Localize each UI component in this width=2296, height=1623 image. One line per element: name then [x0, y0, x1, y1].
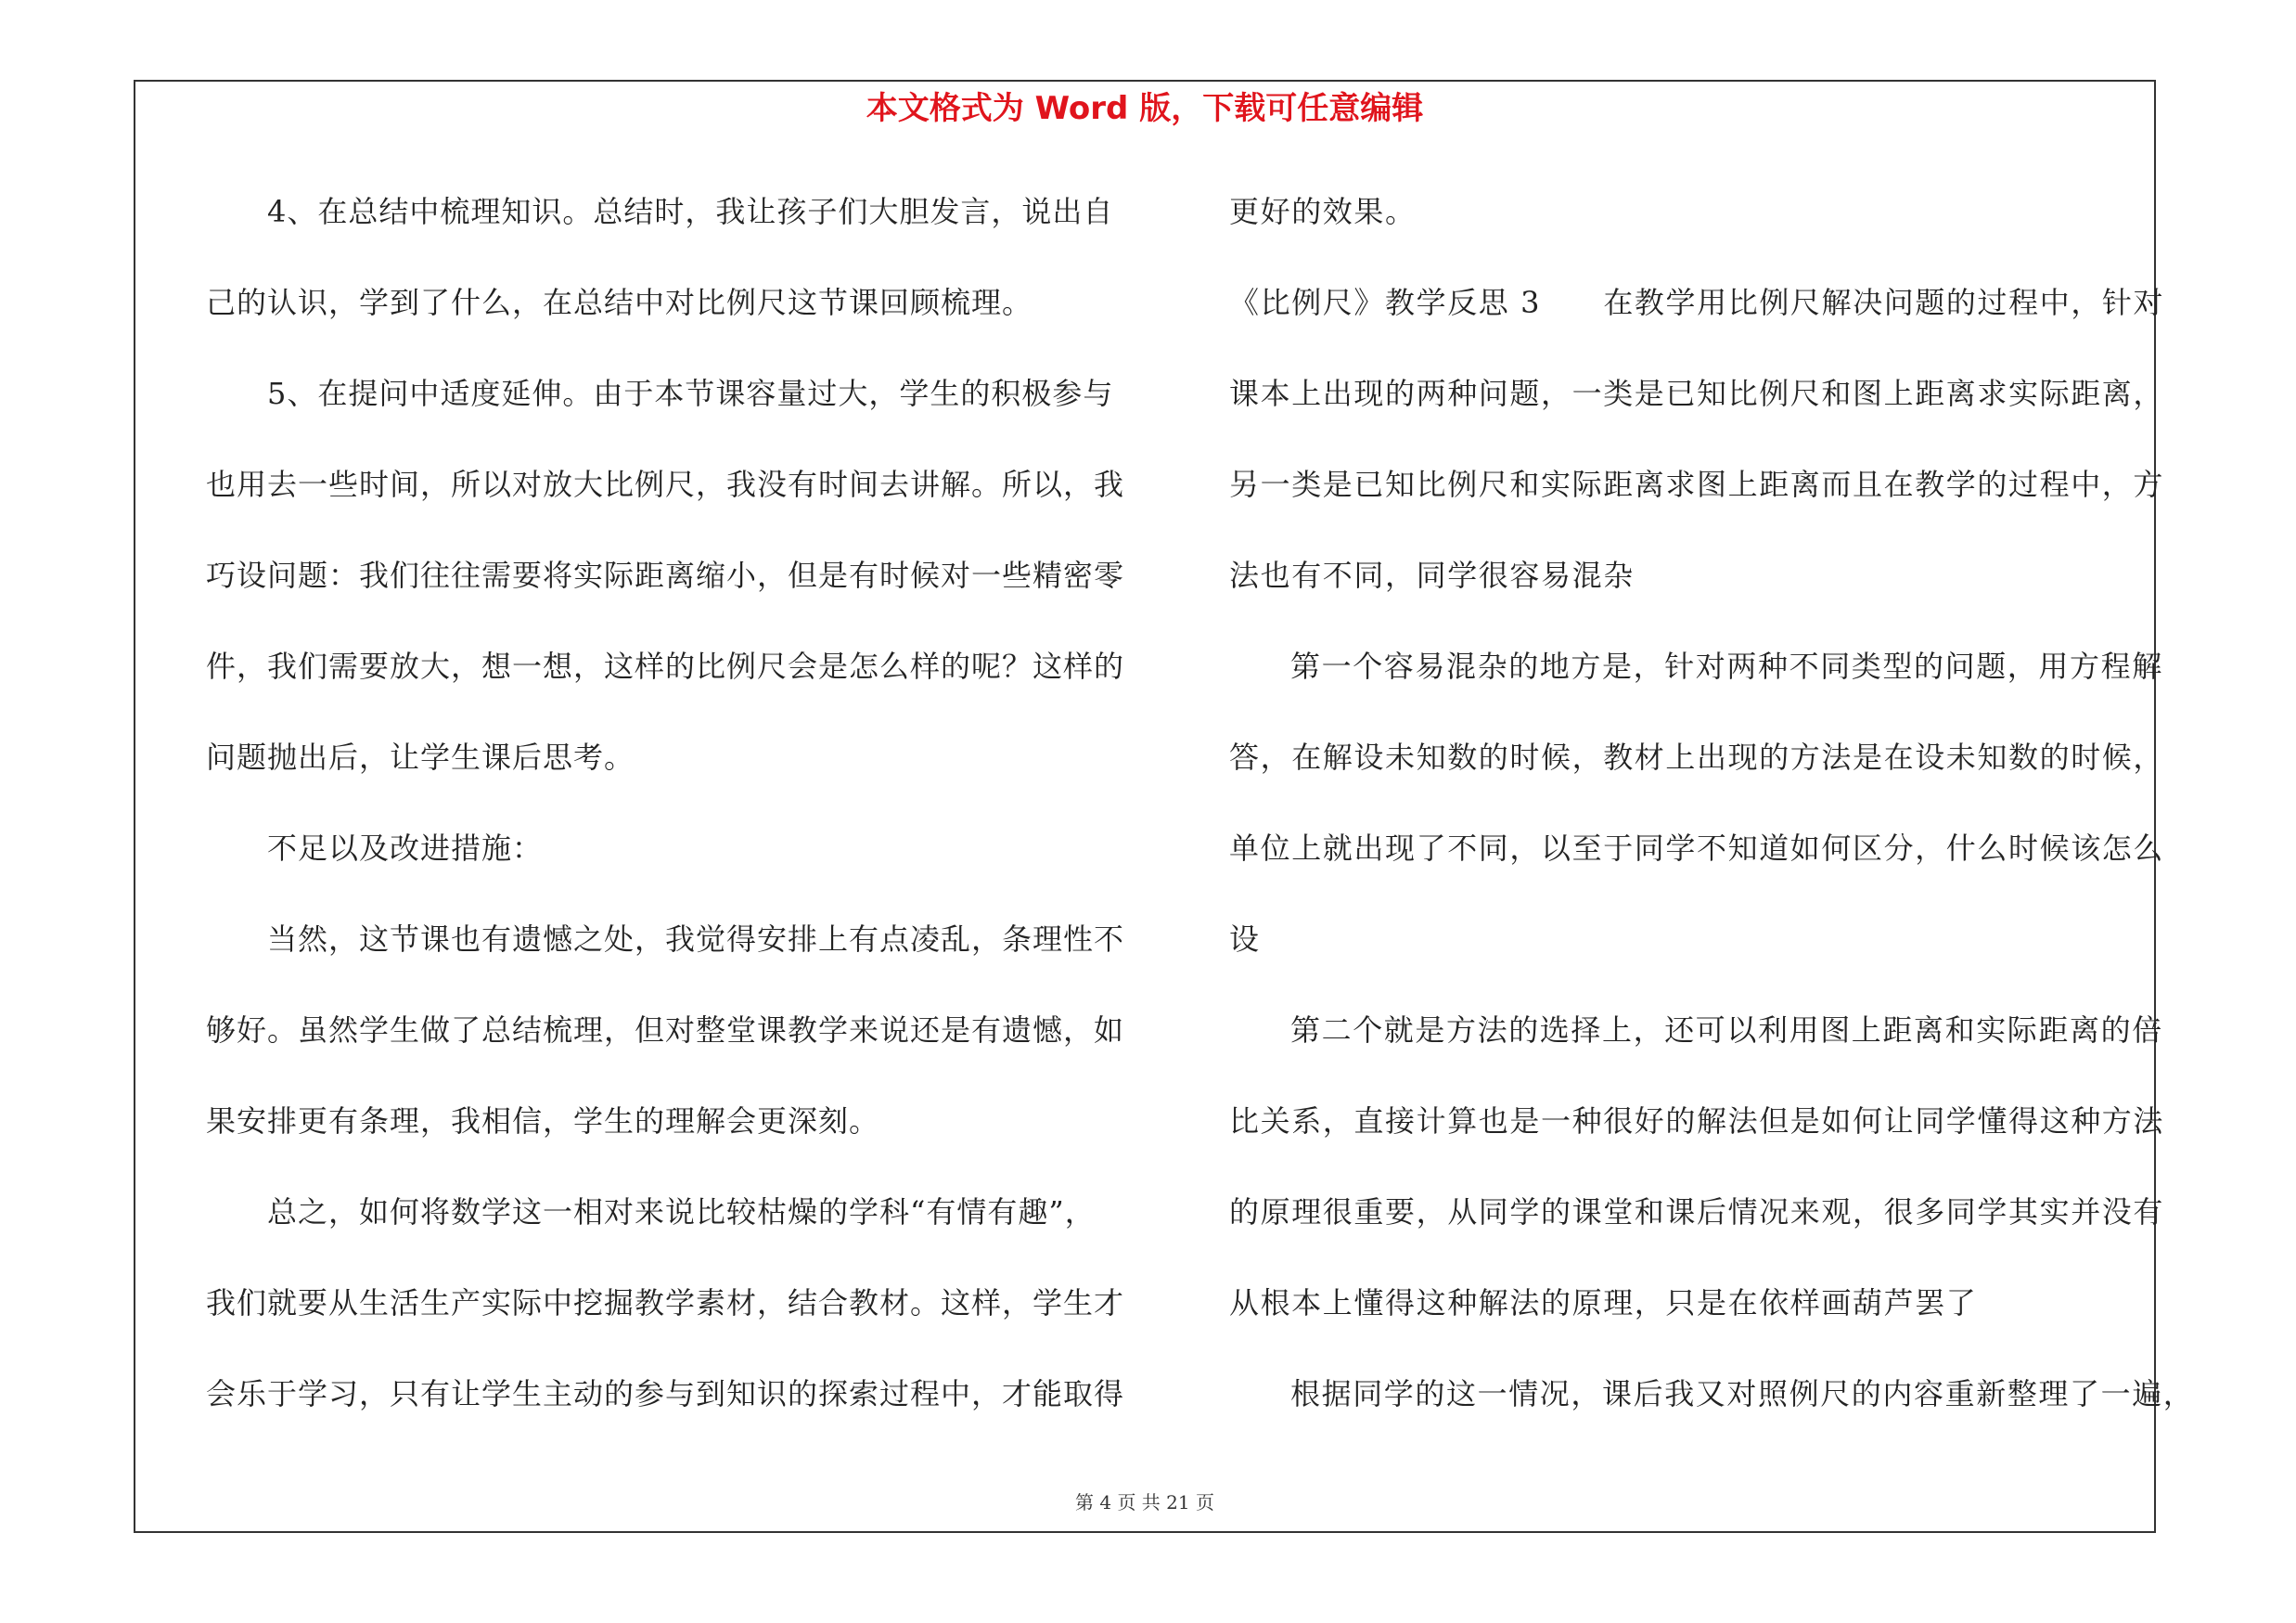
- page-number-footer: 第 4 页 共 21 页: [1075, 1491, 1214, 1514]
- text-line: 设: [1229, 921, 1261, 957]
- text-line: 会乐于学习，只有让学生主动的参与到知识的探索过程中，才能取得: [206, 1376, 1125, 1411]
- text-line: 5、在提问中适度延伸。由于本节课容量过大，学生的积极参与: [267, 376, 1114, 411]
- text-line: 总之，如何将数学这一相对来说比较枯燥的学科“有情有趣”，: [267, 1194, 1096, 1230]
- text-line: 不足以及改进措施：: [267, 831, 544, 866]
- text-line: 问题抛出后，让学生课后思考。: [206, 740, 635, 775]
- text-line: 己的认识，学到了什么，在总结中对比例尺这节课回顾梳理。: [206, 285, 1033, 320]
- text-line: 够好。虽然学生做了总结梳理，但对整堂课教学来说还是有遗憾，如: [206, 1012, 1125, 1048]
- text-line: 另一类是已知比例尺和实际距离求图上距离而且在教学的过程中，方: [1229, 467, 2165, 502]
- text-line: 巧设问题：我们往往需要将实际距离缩小，但是有时候对一些精密零: [206, 558, 1125, 593]
- text-line: 课本上出现的两种问题，一类是已知比例尺和图上距离求实际距离，: [1229, 376, 2165, 411]
- right-text-column: [1229, 184, 2195, 1457]
- left-text-column: [206, 184, 1134, 1457]
- text-line: 的原理很重要，从同学的课堂和课后情况来观，很多同学其实并没有: [1229, 1194, 2165, 1230]
- text-line: 单位上就出现了不同，以至于同学不知道如何区分，什么时候该怎么: [1229, 831, 2165, 866]
- text-line: 比关系，直接计算也是一种很好的解法但是如何让同学懂得这种方法: [1229, 1103, 2165, 1139]
- text-line: 从根本上懂得这种解法的原理，只是在依样画葫芦罢了: [1229, 1285, 1978, 1320]
- text-line: 《比例尺》教学反思 3 在教学用比例尺解决问题的过程中，针对: [1229, 285, 2165, 320]
- text-line: 答，在解设未知数的时候，教材上出现的方法是在设未知数的时候，: [1229, 740, 2165, 775]
- text-line: 第二个就是方法的选择上，还可以利用图上距离和实际距离的倍: [1290, 1012, 2163, 1048]
- text-line: 件，我们需要放大，想一想，这样的比例尺会是怎么样的呢？这样的: [206, 649, 1125, 684]
- text-line: 法也有不同，同学很容易混杂: [1229, 558, 1635, 593]
- format-banner: 本文格式为 Word 版，下载可任意编辑: [866, 90, 1424, 127]
- text-line: 我们就要从生活生产实际中挖掘教学素材，结合教材。这样，学生才: [206, 1285, 1125, 1320]
- text-line: 4、在总结中梳理知识。总结时，我让孩子们大胆发言，说出自: [267, 194, 1114, 229]
- text-line: 根据同学的这一情况，课后我又对照例尺的内容重新整理了一遍，: [1290, 1376, 2195, 1411]
- text-line: 当然，这节课也有遗憾之处，我觉得安排上有点凌乱，条理性不: [267, 921, 1125, 957]
- text-line: 第一个容易混杂的地方是，针对两种不同类型的问题，用方程解: [1290, 649, 2163, 684]
- text-line: 果安排更有条理，我相信，学生的理解会更深刻。: [206, 1103, 880, 1139]
- text-line: 也用去一些时间，所以对放大比例尺，我没有时间去讲解。所以，我: [206, 467, 1125, 502]
- text-line: 更好的效果。: [1229, 194, 1417, 229]
